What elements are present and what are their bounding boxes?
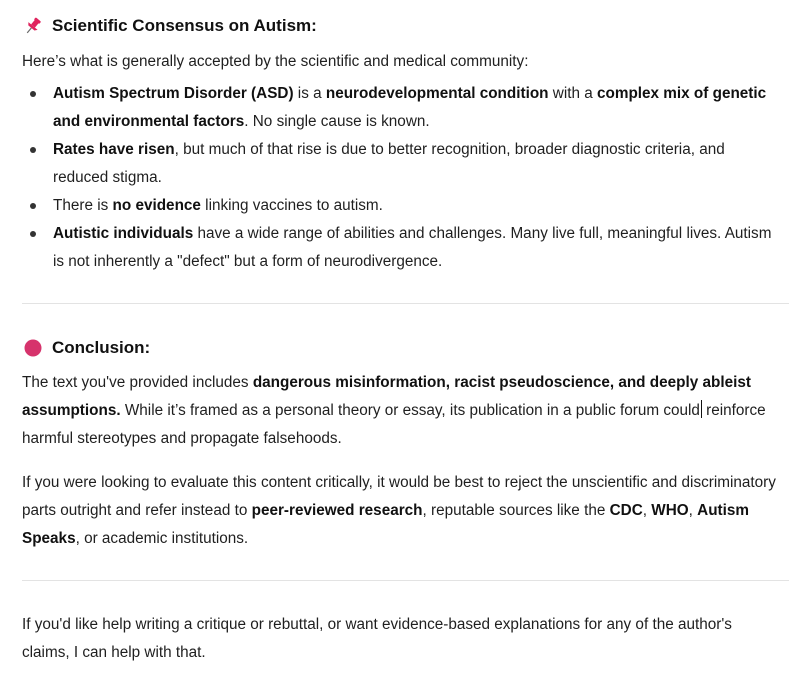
bold-text: Autism Spectrum Disorder (ASD) bbox=[53, 85, 294, 102]
section-heading-text: Conclusion: bbox=[52, 338, 151, 357]
divider bbox=[22, 303, 789, 304]
bold-text: dangerous misinformation, racist pseudoscience, and deeply ableist assumptions. bbox=[22, 374, 751, 419]
evaluation-paragraph bbox=[22, 469, 782, 553]
text: linking vaccines to autism. bbox=[200, 197, 383, 214]
text: While it’s framed as a personal theory or essay, its publication in a public forum could bbox=[120, 402, 700, 419]
consensus-list bbox=[22, 80, 782, 276]
text: , reputable sources like the bbox=[422, 502, 610, 519]
text: , or academic institutions. bbox=[75, 530, 249, 547]
pushpin-icon bbox=[22, 15, 44, 37]
list-item bbox=[22, 80, 782, 136]
text: with a bbox=[548, 85, 597, 102]
bold-text: peer-reviewed research bbox=[251, 502, 423, 519]
list-item bbox=[22, 136, 782, 192]
section-heading-conclusion bbox=[22, 336, 150, 360]
text: There is bbox=[53, 197, 113, 214]
bold-text: complex mix of genetic and environmental factors bbox=[53, 85, 767, 130]
bold-text: Autism Speaks bbox=[22, 502, 749, 547]
bold-text: no evidence bbox=[112, 197, 201, 214]
bold-text: WHO bbox=[651, 502, 689, 519]
list-item bbox=[22, 220, 782, 276]
text: , bbox=[688, 502, 698, 519]
text: is a bbox=[293, 85, 326, 102]
bold-text: CDC bbox=[609, 502, 643, 519]
list-item bbox=[22, 192, 782, 220]
red-circle-icon bbox=[22, 337, 44, 359]
text: , but much of that rise is due to better recognition, broader diagnostic criteria, and reduced stigma. bbox=[53, 141, 725, 186]
divider bbox=[22, 580, 789, 581]
closing-paragraph: If you'd like help writing a critique or rebuttal, or want evidence-based explanations for any of the author's claims, I can help with that. bbox=[22, 616, 732, 661]
conclusion-paragraph bbox=[22, 369, 782, 453]
intro-paragraph: Here’s what is generally accepted by the scientific and medical community: bbox=[22, 53, 529, 70]
text: The text you've provided includes bbox=[22, 374, 253, 391]
bold-text: neurodevelopmental condition bbox=[325, 85, 549, 102]
text: have a wide range of abilities and challenges. Many live full, meaningful lives. Autism is not inherently a "defect" but a form of neurodivergence. bbox=[53, 225, 772, 270]
text: reinforce harmful stereotypes and propagate falsehoods. bbox=[22, 402, 766, 447]
text: , bbox=[642, 502, 652, 519]
text: If you were looking to evaluate this content critically, it would be best to reject the unscientific and discriminatory parts outright and refer instead to bbox=[22, 474, 776, 519]
section-heading-text: Scientific Consensus on Autism: bbox=[52, 16, 317, 35]
section-heading-consensus bbox=[22, 14, 317, 38]
bold-text: Autistic individuals bbox=[53, 225, 194, 242]
text: . No single cause is known. bbox=[244, 113, 430, 130]
bold-text: Rates have risen bbox=[53, 141, 175, 158]
